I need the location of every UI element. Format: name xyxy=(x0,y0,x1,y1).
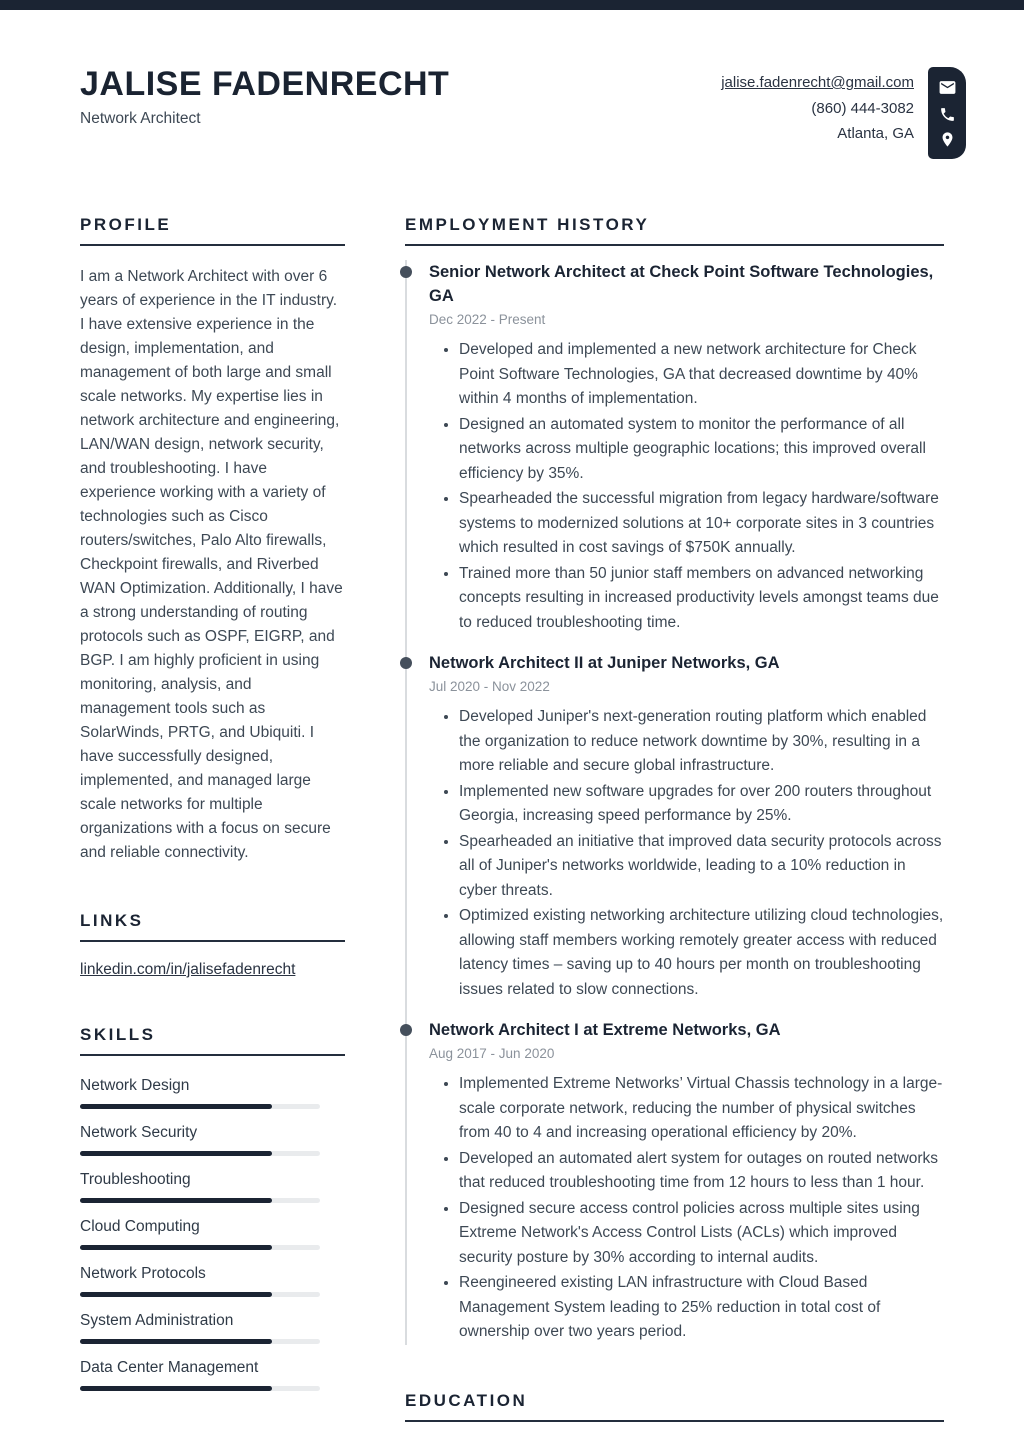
email-link[interactable]: jalise.fadenrecht@gmail.com xyxy=(721,74,914,91)
skill-item xyxy=(80,1263,345,1297)
job-entry xyxy=(407,1018,944,1345)
skill-label: Troubleshooting xyxy=(80,1171,191,1188)
links-section xyxy=(80,911,345,979)
job-bullet: • Reengineered existing LAN infrastructure with Cloud Based Management System leading to 25% reduction in total cost of ownership over two years period. xyxy=(459,1270,944,1345)
job-bullet: • Spearheaded the successful migration from legacy hardware/software systems to modernized solutions at 10+ corporate sites in 3 countries which resulted in cost savings of $750K annually. xyxy=(459,486,944,561)
job-title: Network Architect I at Extreme Networks, GA xyxy=(429,1021,781,1039)
skill-bar-fill xyxy=(80,1339,272,1344)
job-bullet-list xyxy=(429,704,944,1002)
skill-label: Data Center Management xyxy=(80,1359,259,1376)
job-bullet: • Developed Juniper's next-generation routing platform which enabled the organization to reduce network downtime by 30%, resulting in a more reliable and secure global infrastructure. xyxy=(459,704,944,779)
skill-bar-fill xyxy=(80,1151,272,1156)
job-dates: Dec 2022 - Present xyxy=(429,312,546,327)
contact-text-block xyxy=(721,67,914,147)
skill-label: Network Design xyxy=(80,1077,190,1094)
candidate-job-title: Network Architect xyxy=(80,110,201,127)
education-heading: EDUCATION xyxy=(405,1391,944,1422)
employment-heading: EMPLOYMENT HISTORY xyxy=(405,215,944,246)
timeline-dot-icon xyxy=(400,657,412,669)
timeline-dot-icon xyxy=(400,1024,412,1036)
phone-icon xyxy=(939,106,956,123)
skill-bar-track xyxy=(80,1198,320,1203)
skills-section xyxy=(80,1025,345,1391)
location-text: Atlanta, GA xyxy=(837,125,914,142)
job-bullet-list xyxy=(429,337,944,635)
job-bullet: • Optimized existing networking architecture utilizing cloud technologies, allowing staff members working remotely greater access with reduced latency times – saving up to 40 hours per month on troubleshooting issues related to slow connections. xyxy=(459,903,944,1002)
job-bullet: • Developed and implemented a new network architecture for Check Point Software Technologies, GA that decreased downtime by 40% within 4 months of implementation. xyxy=(459,337,944,412)
contact-icon-panel xyxy=(928,67,966,159)
skill-label: System Administration xyxy=(80,1312,234,1329)
main-content xyxy=(0,215,1024,1422)
skill-bar-fill xyxy=(80,1292,272,1297)
skill-bar-fill xyxy=(80,1245,272,1250)
skill-bar-fill xyxy=(80,1104,272,1109)
education-section xyxy=(405,1391,944,1422)
skill-item xyxy=(80,1075,345,1109)
job-entry xyxy=(407,260,944,635)
left-column xyxy=(80,215,345,1422)
profile-heading: PROFILE xyxy=(80,215,345,246)
job-bullet: • Implemented new software upgrades for over 200 routers throughout Georgia, increasing speed performance by 25%. xyxy=(459,779,944,829)
skill-bar-track xyxy=(80,1104,320,1109)
right-column xyxy=(405,215,944,1422)
skill-item xyxy=(80,1122,345,1156)
candidate-name: JALISE FADENRECHT xyxy=(80,65,450,103)
skill-bar-track xyxy=(80,1339,320,1344)
job-bullet: • Spearheaded an initiative that improved data security protocols across all of Juniper's networks worldwide, leading to a 10% reduction in cyber threats. xyxy=(459,829,944,904)
job-bullet: • Designed an automated system to monitor the performance of all networks across multiple geographic locations; this improved overall efficiency by 35%. xyxy=(459,412,944,487)
skill-bar-track xyxy=(80,1245,320,1250)
job-bullet-list xyxy=(429,1071,944,1345)
email-icon xyxy=(938,78,957,97)
header-contact xyxy=(721,67,966,159)
skill-bar-fill xyxy=(80,1198,272,1203)
job-bullet: • Trained more than 50 junior staff members on advanced networking concepts resulting in increased productivity levels amongst teams due to reduced troubleshooting time. xyxy=(459,561,944,636)
phone-number: (860) 444-3082 xyxy=(811,99,914,117)
skill-item xyxy=(80,1310,345,1344)
job-bullet: • Designed secure access control policies across multiple sites using Extreme Network's Access Control Lists (ACLs) which improved security posture by 30% according to internal audits. xyxy=(459,1196,944,1271)
skill-item xyxy=(80,1357,345,1391)
skill-label: Network Protocols xyxy=(80,1265,206,1282)
job-title: Senior Network Architect at Check Point Software Technologies, GA xyxy=(429,263,934,305)
job-dates: Aug 2017 - Jun 2020 xyxy=(429,1046,555,1061)
skill-item xyxy=(80,1216,345,1250)
header-identity xyxy=(80,65,449,128)
job-bullet: • Developed an automated alert system for outages on routed networks that reduced troubleshooting time from 12 hours to less than 1 hour. xyxy=(459,1146,944,1196)
skill-bar-track xyxy=(80,1386,320,1391)
job-title: Network Architect II at Juniper Networks, GA xyxy=(429,654,780,672)
linkedin-link[interactable]: linkedin.com/in/jalisefadenrecht xyxy=(80,961,296,978)
top-accent-bar xyxy=(0,0,1024,10)
skills-heading: SKILLS xyxy=(80,1025,345,1056)
links-heading: LINKS xyxy=(80,911,345,942)
skill-bar-track xyxy=(80,1292,320,1297)
location-icon xyxy=(939,131,956,148)
profile-text: I am a Network Architect with over 6 years of experience in the IT industry. I have extensive experience in the design, implementation, and management of both large and small scale networks. My expertise lies in network architecture and engineering, LAN/WAN design, network security, and troubleshooting. I have experience working with a variety of technologies such as Cisco routers/switches, Palo Alto firewalls, Checkpoint firewalls, and Riverbed WAN Optimization. Additionally, I have a strong understanding of routing protocols such as OSPF, EIGRP, and BGP. I am highly proficient in using monitoring, analysis, and management tools such as SolarWinds, PRTG, and Ubiquiti. I have successfully designed, implemented, and managed large scale networks for multiple organizations with a focus on secure and reliable connectivity. xyxy=(80,268,343,861)
employment-timeline xyxy=(405,260,944,1345)
skill-item xyxy=(80,1169,345,1203)
job-bullet: • Implemented Extreme Networks’ Virtual Chassis technology in a large-scale corporate network, reducing the number of physical switches from 40 to 4 and increasing operational efficiency by 20%. xyxy=(459,1071,944,1146)
job-dates: Jul 2020 - Nov 2022 xyxy=(429,679,550,694)
skill-bar-fill xyxy=(80,1386,272,1391)
skill-label: Network Security xyxy=(80,1124,198,1141)
skill-bar-track xyxy=(80,1151,320,1156)
timeline-dot-icon xyxy=(400,266,412,278)
skill-label: Cloud Computing xyxy=(80,1218,200,1235)
header xyxy=(0,10,1024,159)
links-list xyxy=(80,961,345,979)
job-entry xyxy=(407,651,944,1002)
profile-section xyxy=(80,215,345,865)
skills-list xyxy=(80,1075,345,1391)
